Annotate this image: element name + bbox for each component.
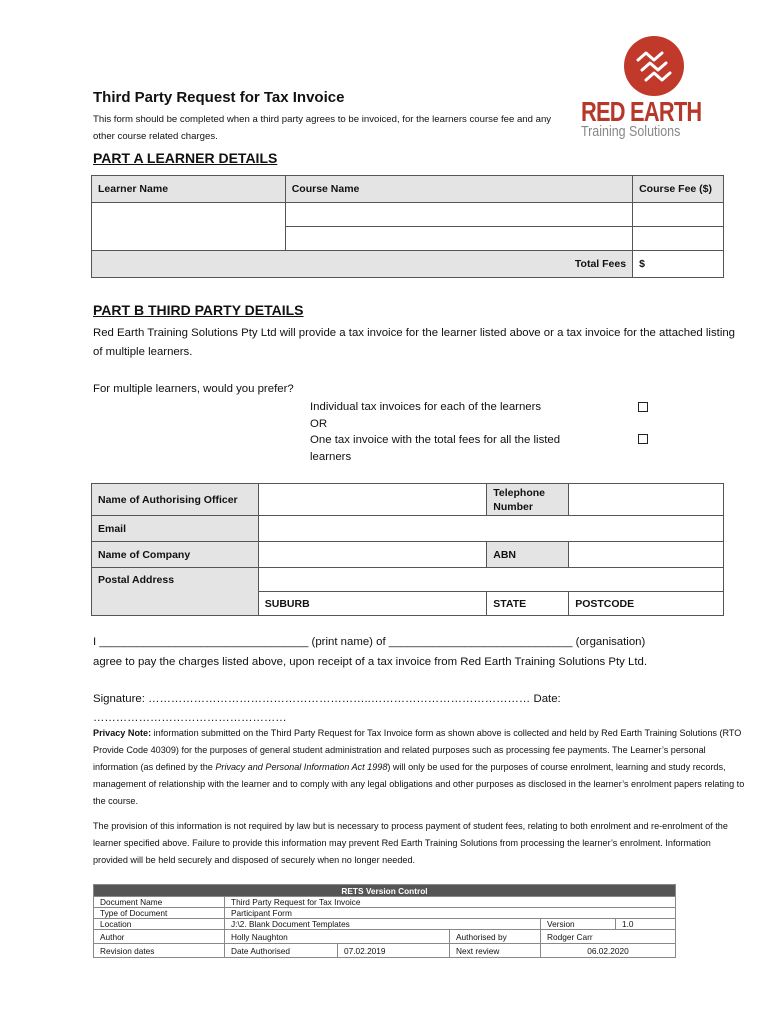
total-fees-label: Total Fees (92, 251, 633, 278)
email-label: Email (92, 516, 259, 542)
version-label: Version (541, 919, 616, 930)
doc-name-value: Third Party Request for Tax Invoice (225, 897, 676, 908)
authorised-by-label: Authorised by (450, 930, 541, 944)
course-fee-field-2[interactable] (633, 227, 724, 251)
author-label: Author (94, 930, 225, 944)
doc-name-label: Document Name (94, 897, 225, 908)
privacy-text-a: information submitted on the Third Party Request for Tax Invoice form as shown above is collected and held by Red Earth Training Solutions (RTO Provide Code 40309) for the purposes of general student administration and related purposes such as processing fee payments. The Learner’s personal information (as defined by the (93, 728, 742, 772)
total-fees-field[interactable]: $ (633, 251, 724, 278)
company-logo (578, 36, 702, 146)
single-invoice-checkbox[interactable] (638, 434, 648, 444)
next-review-value: 06.02.2020 (541, 944, 676, 958)
next-review-label: Next review (450, 944, 541, 958)
part-a-heading: PART A LEARNER DETAILS (93, 150, 278, 166)
location-value: J:\2. Blank Document Templates (225, 919, 541, 930)
course-name-field-2[interactable] (285, 227, 632, 251)
part-b-intro: Red Earth Training Solutions Pty Ltd will provide a tax invoice for the learner listed above or a tax invoice for the attached listing of multiple learners. (93, 327, 736, 358)
company-label: Name of Company (92, 542, 259, 568)
option-or: OR (310, 418, 328, 430)
suburb-field[interactable]: SUBURB (258, 592, 487, 616)
postcode-field[interactable]: POSTCODE (569, 592, 724, 616)
abn-label: ABN (487, 542, 569, 568)
date-authorised-value: 07.02.2019 (338, 944, 450, 958)
learner-name-field[interactable] (92, 203, 286, 251)
option-individual-invoices: Individual tax invoices for each of the learners (310, 401, 542, 413)
third-party-details-table (91, 483, 724, 616)
course-fee-header: Course Fee ($) (633, 176, 724, 203)
course-name-header: Course Name (285, 176, 632, 203)
logo-wordmark: RED EARTH (581, 96, 702, 127)
email-field[interactable] (258, 516, 723, 542)
authorising-officer-label: Name of Authorising Officer (92, 484, 259, 516)
logo-subtitle: Training Solutions (581, 124, 681, 140)
telephone-field[interactable] (569, 484, 724, 516)
abn-field[interactable] (569, 542, 724, 568)
company-field[interactable] (258, 542, 487, 568)
state-field[interactable]: STATE (487, 592, 569, 616)
doc-type-label: Type of Document (94, 908, 225, 919)
form-intro: This form should be completed when a third party agrees to be invoiced, for the learners course fee and any other course related charges. (93, 114, 552, 142)
doc-type-value: Participant Form (225, 908, 676, 919)
form-title: Third Party Request for Tax Invoice (93, 89, 345, 106)
logo-stairs-icon (624, 36, 684, 96)
part-b-heading: PART B THIRD PARTY DETAILS (93, 302, 304, 318)
learner-details-table (91, 175, 724, 278)
privacy-note (93, 725, 745, 810)
privacy-act-name: Privacy and Personal Information Act 1998 (215, 762, 388, 772)
preference-question: For multiple learners, would you prefer? (93, 383, 294, 395)
postal-address-field[interactable] (258, 568, 723, 592)
individual-invoices-checkbox[interactable] (638, 402, 648, 412)
authorised-by-value: Rodger Carr (541, 930, 676, 944)
course-fee-field-1[interactable] (633, 203, 724, 227)
version-control-table (93, 884, 676, 958)
authorising-officer-field[interactable] (258, 484, 487, 516)
telephone-label: Telephone Number (487, 484, 569, 516)
option-single-invoice: One tax invoice with the total fees for all the listed learners (310, 434, 561, 463)
privacy-note-label: Privacy Note: (93, 728, 152, 738)
privacy-text-b: ) will only be used for the purposes of course enrolment, learning and study records, management of relationship with the learner and to comply with any legal obligations and other purposes as disclosed in the learner’s enrolment papers relating to the course. (93, 762, 745, 806)
location-label: Location (94, 919, 225, 930)
declaration-line-1: I _________________________________ (print name) of _____________________________ (organisation) (93, 636, 646, 648)
signature-line: Signature: …………………………………………………..…………………………………… Date: …………………………………………… (93, 693, 561, 724)
course-name-field-1[interactable] (285, 203, 632, 227)
provision-note: The provision of this information is not required by law but is necessary to process payment of student fees, relating to both enrolment and re-enrolment of the learner specified above. Failure to provide this information may prevent Red Earth Training Solutions from processing the learner’s enrolment. Information provided will be held securely and disposed of securely when no longer needed. (93, 821, 728, 865)
date-authorised-label: Date Authorised (225, 944, 338, 958)
version-control-heading: RETS Version Control (94, 885, 676, 897)
learner-name-header: Learner Name (92, 176, 286, 203)
declaration-line-2: agree to pay the charges listed above, upon receipt of a tax invoice from Red Earth Training Solutions Pty Ltd. (93, 656, 648, 668)
author-value: Holly Naughton (225, 930, 450, 944)
revision-dates-label: Revision dates (94, 944, 225, 958)
postal-address-label: Postal Address (92, 568, 259, 616)
version-value: 1.0 (616, 919, 676, 930)
